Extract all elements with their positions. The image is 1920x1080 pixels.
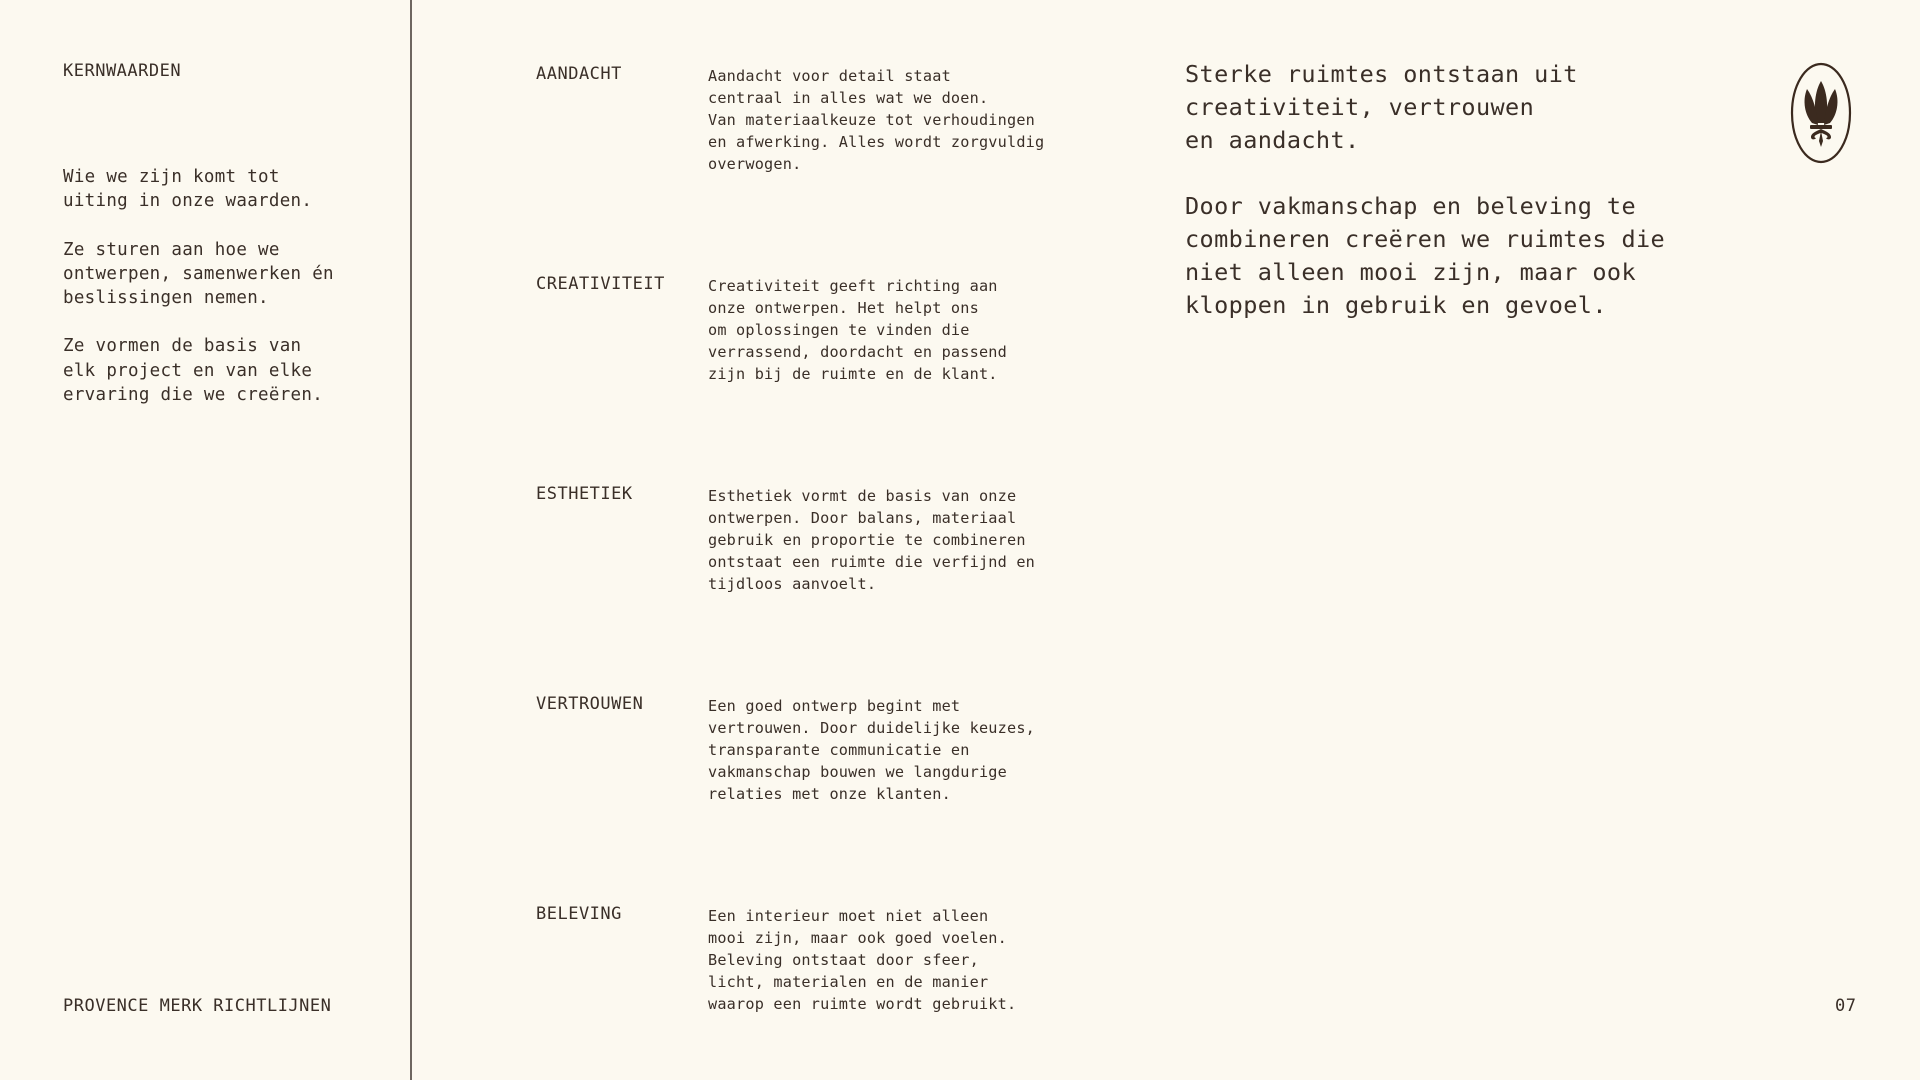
brand-statement (1185, 58, 1745, 355)
value-description: Esthetiek vormt de basis van onze ontwerpen. Door balans, materiaal gebruik en proportie te combineren ontstaat een ruimte die verfijnd en tijdloos aanvoelt. (708, 487, 1036, 593)
value-title: CREATIVITEIT (536, 274, 665, 294)
page-number: 07 (1835, 996, 1857, 1016)
intro-paragraph: Ze sturen aan hoe we ontwerpen, samenwerken én beslissingen nemen. (63, 239, 334, 309)
value-title: VERTROUWEN (536, 694, 644, 714)
statement-body: Door vakmanschap en beleving te combineren creëren we ruimtes die niet alleen mooi zijn, maar ook kloppen in gebruik en gevoel. (1185, 192, 1666, 319)
value-description: Creativiteit geeft richting aan onze ontwerpen. Het helpt ons om oplossingen te vinden die verrassend, doordacht en passend zijn bij de ruimte en de klant. (708, 277, 1007, 383)
value-description: Een interieur moet niet alleen mooi zijn, maar ook goed voelen. Beleving ontstaat door sfeer, licht, materialen en de manier waarop een ruimte wordt gebruikt. (708, 907, 1017, 1013)
value-description: Aandacht voor detail staat centraal in alles wat we doen. Van materiaalkeuze tot verhoudingen en afwerking. Alles wordt zorgvuldig overwogen. (708, 67, 1045, 173)
vertical-divider (410, 0, 412, 1080)
intro-text (63, 165, 393, 431)
intro-paragraph: Wie we zijn komt tot uiting in onze waarden. (63, 167, 313, 212)
section-label: KERNWAARDEN (63, 61, 182, 81)
statement-lead: Sterke ruimtes ontstaan uit creativiteit, vertrouwen en aandacht. (1185, 60, 1578, 154)
value-title: AANDACHT (536, 64, 622, 84)
intro-paragraph: Ze vormen de basis van elk project en van elke ervaring die we creëren. (63, 336, 324, 406)
fleur-de-lis-emblem-icon (1789, 61, 1853, 165)
value-title: BELEVING (536, 904, 622, 924)
value-description: Een goed ontwerp begint met vertrouwen. Door duidelijke keuzes, transparante communicatie en vakmanschap bouwen we langdurige relaties met onze klanten. (708, 697, 1036, 803)
value-title: ESTHETIEK (536, 484, 633, 504)
footer-brand-label: PROVENCE MERK RICHTLIJNEN (63, 996, 332, 1016)
